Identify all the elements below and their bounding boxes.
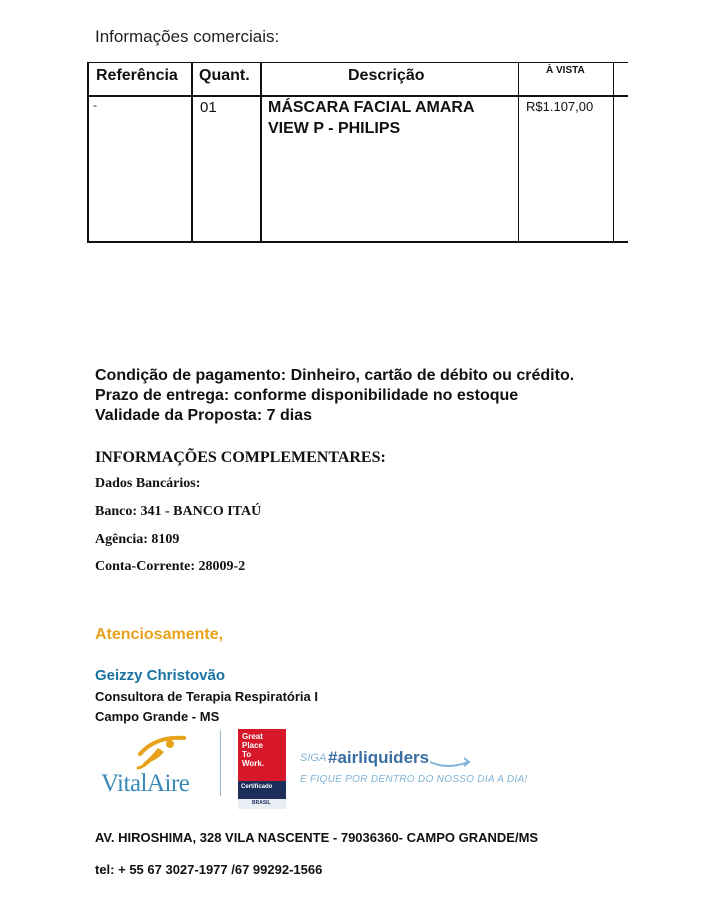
signer-name: Geizzy Christovão bbox=[95, 667, 226, 684]
gptw-badge bbox=[238, 729, 286, 809]
cell-quantity: 01 bbox=[200, 99, 217, 116]
cell-description-line2: VIEW P - PHILIPS bbox=[268, 120, 401, 137]
table-header-border bbox=[87, 95, 628, 97]
closing-text: Atenciosamente, bbox=[95, 626, 224, 643]
gptw-navy-block bbox=[238, 781, 286, 799]
gptw-red-block bbox=[238, 729, 286, 781]
header-descricao: Descrição bbox=[348, 67, 425, 84]
bank-data-label: Dados Bancários: bbox=[95, 476, 201, 491]
bank-name: Banco: 341 - BANCO ITAÚ bbox=[95, 504, 262, 519]
table-col-border bbox=[191, 62, 193, 243]
cell-description-line1: MÁSCARA FACIAL AMARA bbox=[268, 99, 475, 116]
gptw-line3: To bbox=[242, 750, 252, 759]
gptw-country: BRASIL bbox=[252, 800, 271, 806]
logo-divider bbox=[220, 730, 221, 796]
table-col-border bbox=[518, 62, 519, 243]
proposal-validity: Validade da Proposta: 7 dias bbox=[95, 407, 312, 424]
table-top-border bbox=[87, 62, 628, 63]
gptw-line4: Work. bbox=[242, 759, 265, 768]
gptw-country-block bbox=[238, 799, 286, 809]
delivery-time: Prazo de entrega: conforme disponibilidade no estoque bbox=[95, 387, 519, 404]
arrow-swoosh-icon bbox=[428, 756, 472, 770]
header-quantidade: Quant. bbox=[199, 67, 250, 84]
gptw-line2: Place bbox=[242, 741, 263, 750]
signer-role: Consultora de Terapia Respiratória I bbox=[95, 689, 318, 704]
quote-table bbox=[87, 62, 628, 243]
gptw-certified: Certificado bbox=[241, 784, 273, 790]
complementary-heading: INFORMAÇÕES COMPLEMENTARES: bbox=[95, 449, 386, 466]
bank-agency: Agência: 8109 bbox=[95, 532, 180, 547]
cell-price: R$1.107,00 bbox=[526, 99, 594, 114]
vitalaire-logo bbox=[98, 728, 208, 808]
hashtag-label: #airliquiders bbox=[328, 748, 430, 767]
vitalaire-wordmark: VitalAire bbox=[101, 770, 190, 797]
table-col-border bbox=[260, 62, 262, 243]
table-col-border bbox=[87, 62, 89, 243]
footer-phone: tel: + 55 67 3027-1977 /67 99292-1566 bbox=[95, 862, 323, 877]
payment-condition: Condição de pagamento: Dinheiro, cartão de débito ou crédito. bbox=[95, 367, 575, 384]
cell-reference: - bbox=[93, 98, 97, 112]
table-bottom-border bbox=[87, 241, 628, 243]
tagline-label: E FIQUE POR DENTRO DO NOSSO DIA A DIA! bbox=[300, 774, 528, 785]
bank-account: Conta-Corrente: 28009-2 bbox=[95, 559, 246, 574]
header-a-vista: À VISTA bbox=[546, 65, 585, 76]
gptw-line1: Great bbox=[242, 732, 263, 741]
section-title: Informações comerciais: bbox=[95, 27, 280, 46]
header-referencia: Referência bbox=[96, 67, 178, 84]
signer-city: Campo Grande - MS bbox=[95, 709, 220, 724]
siga-label: SIGA bbox=[300, 752, 327, 764]
footer-address: AV. HIROSHIMA, 328 VILA NASCENTE - 79036360- CAMPO GRANDE/MS bbox=[95, 830, 539, 845]
table-col-border bbox=[613, 62, 614, 243]
